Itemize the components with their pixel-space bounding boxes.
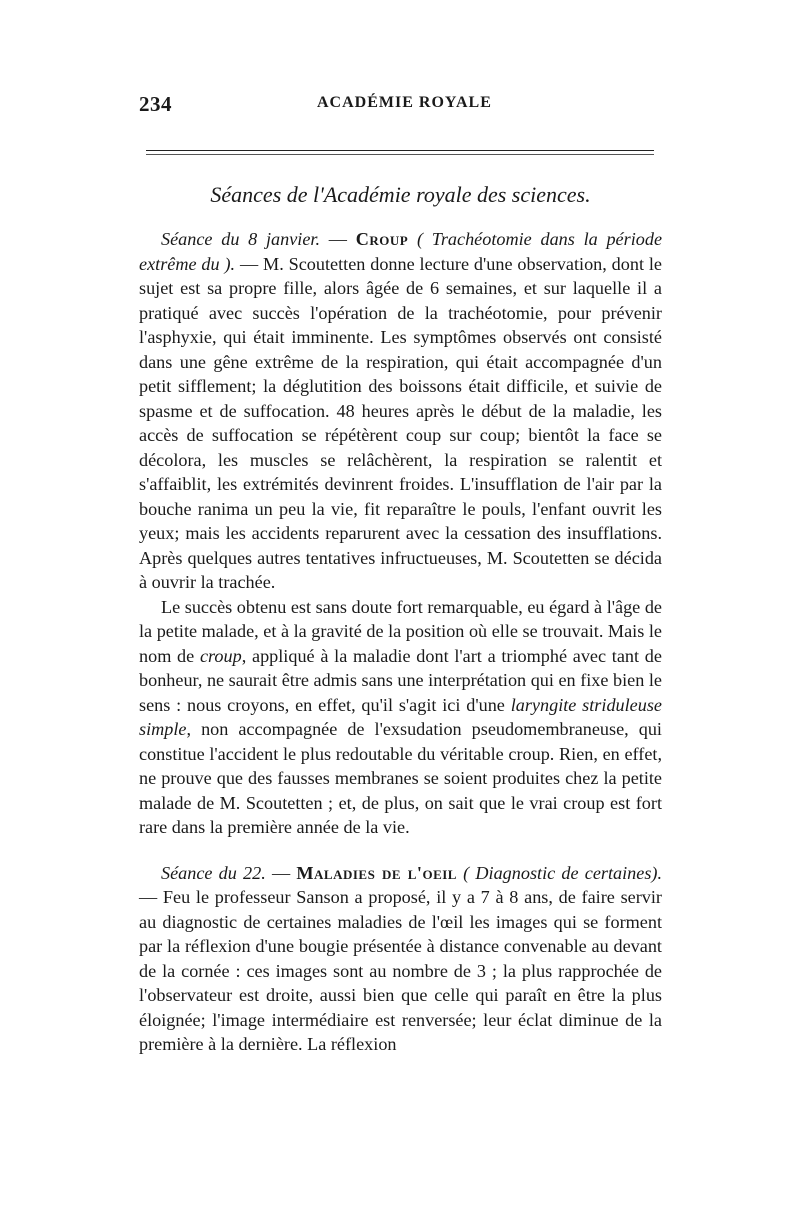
page-number: 234 [139,92,172,116]
section-heading: Séances de l'Académie royale des sciences. [210,182,591,207]
paragraph-seance-8-janvier [139,227,662,595]
paragraph-text: — M. Scoutetten donne lecture d'une observation, dont le sujet est sa propre fille, alors âgée de 6 semaines, et sur laquelle il a pratiqué avec succès l'opération de la trachéotomie, pour prévenir l'asphyxie, qui était imminente. Les symptômes observés ont consisté dans une gêne extrême de la respiration, qui était accompagnée d'un petit sifflement; la déglutition des boissons était difficile, et suivie de spasme et de suffocation. 48 heures après le début de la maladie, les accès de suffocation se répétèrent coup sur coup; bientôt la face se décolora, les muscles se relâchèrent, la respiration se ralentit et s'affaiblit, les extrémités devinrent froides. L'insufflation de l'air par la bouche ranima un peu la vie, fit reparaître le pouls, l'enfant ouvrit les yeux; mais les accidents reparurent avec la cessation des insufflations. Après quelques autres tentatives infructueuses, M. Scoutetten se décida à ouvrir la trachée. [139,253,662,592]
commentary-text-b: , appliqué à la maladie dont l'art a triomphé avec tant de bonheur, ne saurait être admis sans une interprétation qui en fixe bien le sens : nous croyons, en effet, qu'il s'agit ici d'une [139,645,662,715]
term-croup: croup [199,645,242,666]
subtopic-tracheotomie: ( Trachéotomie dans la période extrême du ). [139,229,663,274]
paragraph-text-22: — Feu le professeur Sanson a proposé, il y a 7 à 8 ans, de faire servir au diagnostic de certaines maladies de l'œil les images qui se forment par la réflexion d'une bougie présentée à distance convenable au devant de la cornée : ces images sont au nombre de 3 ; la plus rapprochée de l'observateur est droite, aussi bien que celle qui paraît en être la plus éloignée; l'image intermédiaire est renversée; leur éclat diminue de la première à la dernière. La réflexion [139,887,662,1054]
commentary-text-a: Le succès obtenu est sans doute fort remarquable, eu égard à l'âge de la petite malade, et à la gravité de la position où elle se trouvait. Mais le nom de [139,596,662,666]
seance-date-22: Séance du 22. [161,862,266,883]
page-header [139,92,662,122]
topic-croup: Croup [355,229,409,249]
dash: — [265,862,297,883]
running-title: ACADÉMIE ROYALE [317,94,492,111]
term-laryngite: laryngite striduleuse simple [139,694,662,739]
book-page [139,92,662,1057]
paragraph-seance-22 [139,861,662,1057]
seance-date: Séance du 8 janvier. [161,229,321,249]
header-rule [146,150,654,155]
topic-maladies-oeil: Maladies de l'oeil [296,862,457,883]
dash: — [320,229,356,249]
commentary-text-c: , non accompagnée de l'exsudation pseudomembraneuse, qui constitue l'accident le plus redoutable du véritable croup. Rien, en effet, ne prouve que des fausses membranes se soient produites chez la petite malade de M. Scoutetten ; et, de plus, on sait que le vrai croup est fort rare dans la première année de la vie. [139,719,662,837]
paragraph-commentary [139,595,662,840]
subtopic-diagnostic: ( Diagnostic de certaines). [456,862,663,883]
